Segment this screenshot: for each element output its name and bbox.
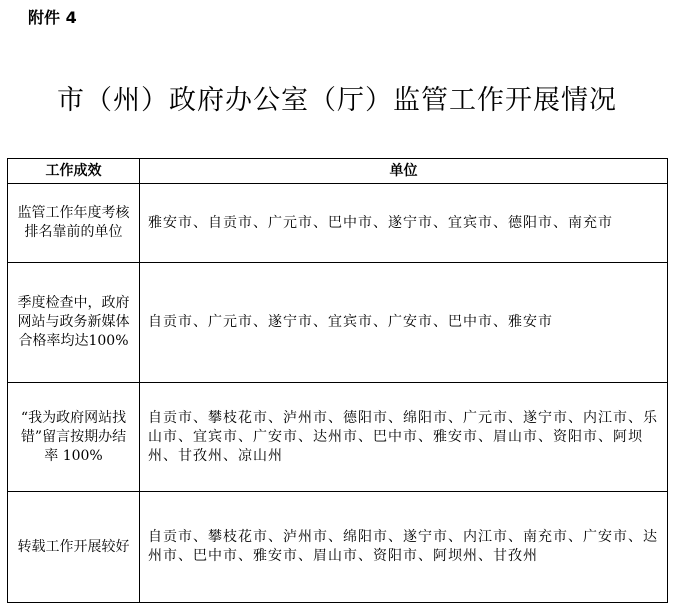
table-row (8, 383, 668, 492)
row-units: 雅安市、自贡市、广元市、巴中市、遂宁市、宜宾市、德阳市、南充市 (140, 184, 668, 263)
column-header-effect: 工作成效 (8, 159, 140, 184)
table-row (8, 184, 668, 263)
page-title: 市（州）政府办公室（厅）监管工作开展情况 (57, 85, 617, 116)
row-units: 自贡市、攀枝花市、泸州市、德阳市、绵阳市、广元市、遂宁市、内江市、乐山市、宜宾市、广安市、达州市、巴中市、雅安市、眉山市、资阳市、阿坝州、甘孜州、凉山州 (140, 383, 668, 492)
status-table (7, 158, 668, 603)
column-header-unit: 单位 (140, 159, 668, 184)
row-units: 自贡市、广元市、遂宁市、宜宾市、广安市、巴中市、雅安市 (140, 263, 668, 383)
row-label: “我为政府网站找错”留言按期办结率 100% (8, 383, 140, 492)
attachment-label: 附件 4 (28, 8, 77, 27)
row-label: 监管工作年度考核排名靠前的单位 (8, 184, 140, 263)
table-row (8, 492, 668, 603)
row-label: 转载工作开展较好 (8, 492, 140, 603)
table-row (8, 263, 668, 383)
row-units: 自贡市、攀枝花市、泸州市、绵阳市、遂宁市、内江市、南充市、广安市、达州市、巴中市、雅安市、眉山市、资阳市、阿坝州、甘孜州 (140, 492, 668, 603)
row-label: 季度检查中，政府网站与政务新媒体合格率均达100% (8, 263, 140, 383)
table-header-row (8, 159, 668, 184)
